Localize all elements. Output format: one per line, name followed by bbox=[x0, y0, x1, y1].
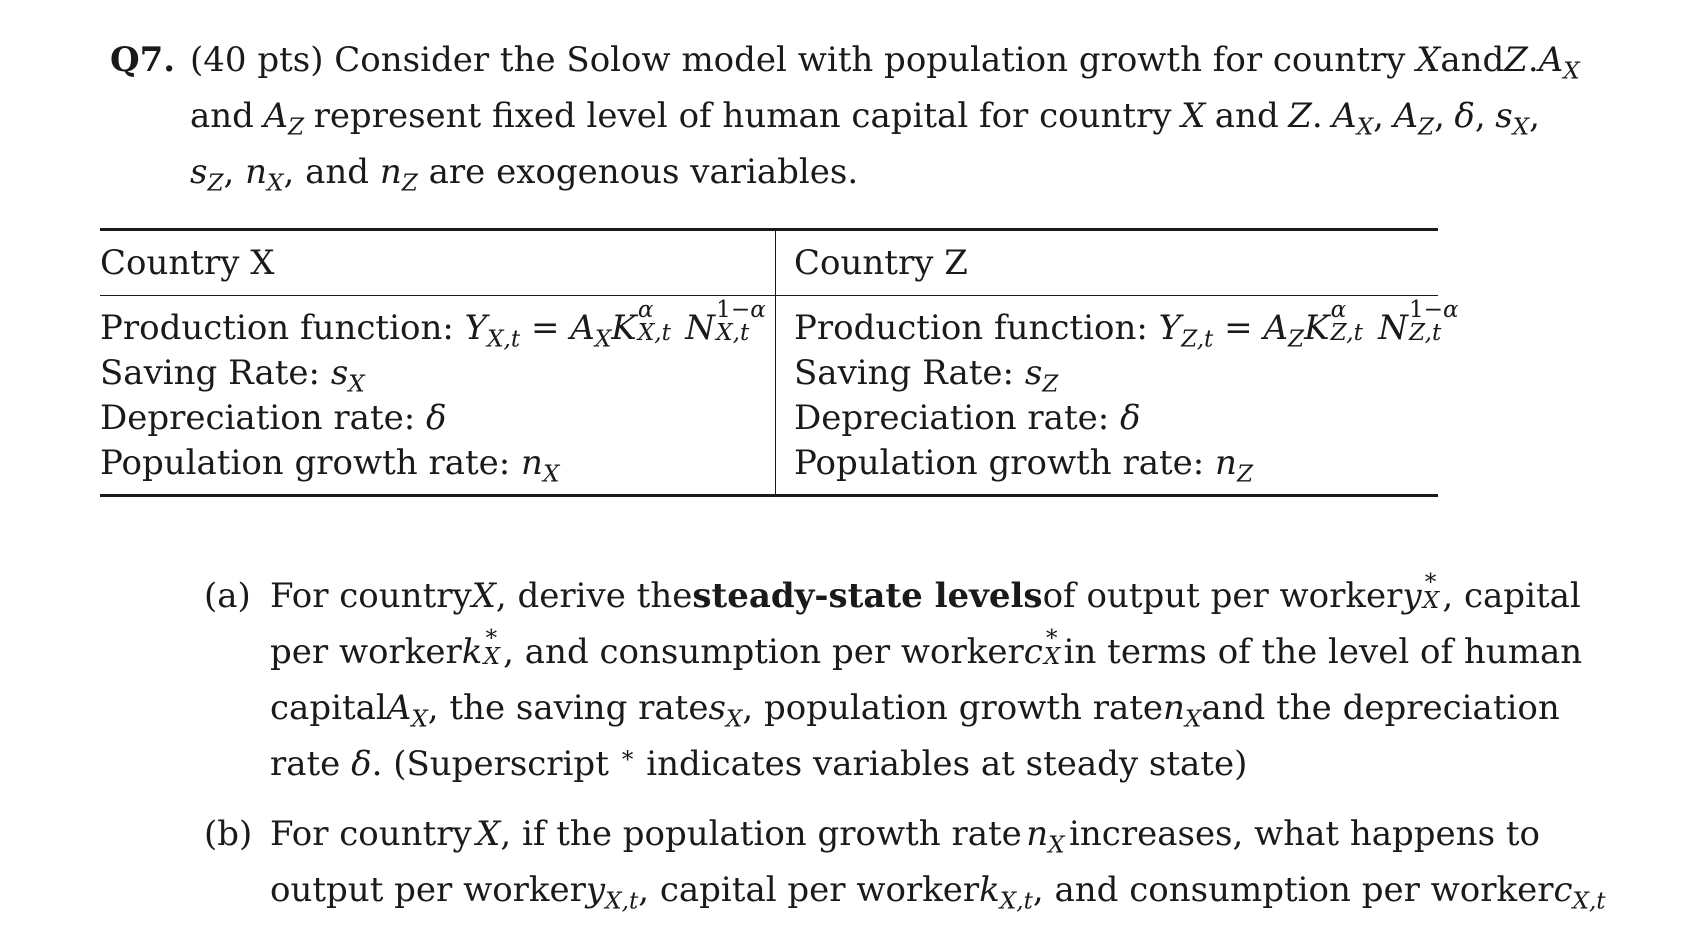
country-x-column bbox=[100, 296, 776, 494]
population-growth-z: Population growth rate: $n_Z$ bbox=[794, 443, 1253, 488]
saving-rate-z: Saving Rate: $s_Z$ bbox=[794, 353, 1059, 398]
question-line-1: Q7. (40 pts) Consider the Solow model with population growth for country X and Z. $A_X$ bbox=[110, 32, 1540, 88]
part-b: (b) For country X, if the population growth rate $n_X$ increases, what happens to output per worker $y_{X,t}$, capital per worker $k_{X,t}$, and consumption per worker $c_{X,t}$ bbox=[204, 806, 1540, 918]
saving-rate-x: Saving Rate: $s_X$ bbox=[100, 353, 365, 398]
population-growth-x: Population growth rate: $n_X$ bbox=[100, 443, 560, 488]
question-line-2: and $A_Z$ represent fixed level of human capital for country X and Z. $A_X$, $A_Z$, δ, $s_X$, bbox=[190, 96, 1540, 141]
question-statement bbox=[110, 32, 1580, 200]
question-parts bbox=[204, 564, 1606, 918]
part-a-label: (a) bbox=[204, 576, 251, 616]
country-z-column bbox=[776, 296, 1459, 494]
country-comparison-table bbox=[100, 228, 1459, 497]
question-intro: (40 pts) Consider the Solow model with population growth for country bbox=[190, 40, 1406, 80]
depreciation-rate-x: Depreciation rate: δ bbox=[100, 398, 447, 438]
question-number: Q7. bbox=[110, 40, 176, 80]
depreciation-rate-z: Depreciation rate: δ bbox=[794, 398, 1141, 438]
header-country-x: Country X bbox=[100, 231, 776, 295]
header-country-z: Country Z bbox=[794, 242, 968, 283]
production-function-z: Production function: $Y_{Z,t} = A_ZK$ α Z,t N 1−α Z,t bbox=[794, 296, 1459, 353]
part-a: (a) For country X, derive the steady-state levels of output per worker y ∗ X , capital per worker k ∗ X , and consumption per worker c ∗ X in terms of the level of human capital $A_X$, the saving rate $s_X$, population growth rate $n_X$ and the depreciation rate δ. (Superscript ∗ indicates variables at steady state) bbox=[204, 564, 1583, 784]
part-b-label: (b) bbox=[204, 814, 253, 854]
question-line-3: $s_Z$, $n_X$, and $n_Z$ are exogenous variables. bbox=[190, 152, 859, 197]
table-header-row bbox=[100, 231, 1438, 295]
table-bottom-rule bbox=[100, 494, 1438, 497]
production-function-x: Production function: $Y_{X,t} = A_XK$ α X,t N 1−α X,t bbox=[100, 296, 766, 353]
table-body-row bbox=[100, 296, 1459, 494]
